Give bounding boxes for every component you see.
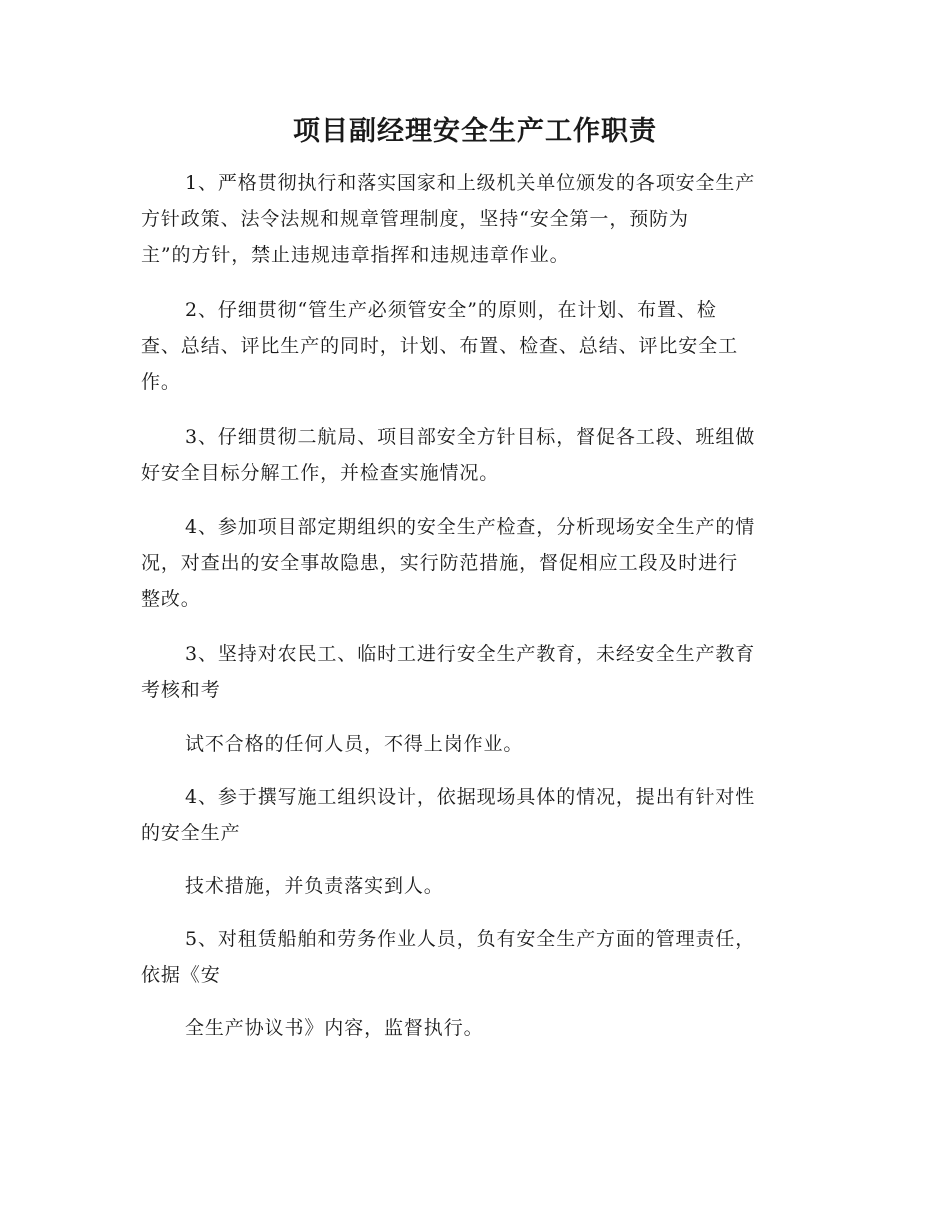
paragraph-line: 作。 (141, 371, 181, 393)
paragraph-line: 4、参于撰写施工组织设计，依据现场具体的情况，提出有针对性 (185, 786, 756, 808)
paragraph-7 (141, 779, 809, 851)
paragraph-line: 考核和考 (141, 679, 221, 701)
paragraph-line: 试不合格的任何人员，不得上岗作业。 (185, 733, 524, 755)
paragraph-line: 技术措施，并负责落实到人。 (185, 875, 444, 897)
paragraph-line: 查、总结、评比生产的同时，计划、布置、检查、总结、评比安全工 (141, 335, 739, 357)
paragraph-line: 3、坚持对农民工、临时工进行安全生产教育，未经安全生产教育 (185, 643, 756, 665)
paragraph-4 (141, 509, 809, 617)
paragraph-line: 3、仔细贯彻二航局、项目部安全方针目标，督促各工段、班组做 (185, 426, 756, 448)
paragraph-10 (141, 1010, 809, 1046)
paragraph-line: 方针政策、法令法规和规章管理制度，坚持“安全第一，预防为 (141, 208, 689, 230)
paragraph-1 (141, 165, 809, 273)
paragraph-2 (141, 292, 809, 400)
paragraph-line: 全生产协议书》内容，监督执行。 (185, 1017, 484, 1039)
paragraph-line: 依据《安 (141, 964, 221, 986)
paragraph-line: 4、参加项目部定期组织的安全生产检查，分析现场安全生产的情 (185, 516, 756, 538)
paragraph-line: 5、对租赁船舶和劳务作业人员，负有安全生产方面的管理责任， (185, 928, 756, 950)
paragraph-3 (141, 419, 809, 491)
paragraph-6 (141, 726, 809, 762)
paragraph-line: 1、严格贯彻执行和落实国家和上级机关单位颁发的各项安全生产 (185, 172, 756, 194)
paragraph-line: 况，对查出的安全事故隐患，实行防范措施，督促相应工段及时进行 (141, 552, 739, 574)
document-title: 项目副经理安全生产工作职责 (293, 116, 657, 147)
paragraph-line: 主”的方针，禁止违规违章指挥和违规违章作业。 (141, 244, 570, 266)
paragraph-line: 2、仔细贯彻“管生产必须管安全”的原则，在计划、布置、检 (185, 299, 717, 321)
paragraph-8 (141, 868, 809, 904)
paragraph-line: 的安全生产 (141, 822, 241, 844)
paragraph-line: 好安全目标分解工作，并检查实施情况。 (141, 462, 500, 484)
paragraph-line: 整改。 (141, 588, 201, 610)
paragraph-9 (141, 921, 809, 993)
paragraph-5 (141, 636, 809, 708)
